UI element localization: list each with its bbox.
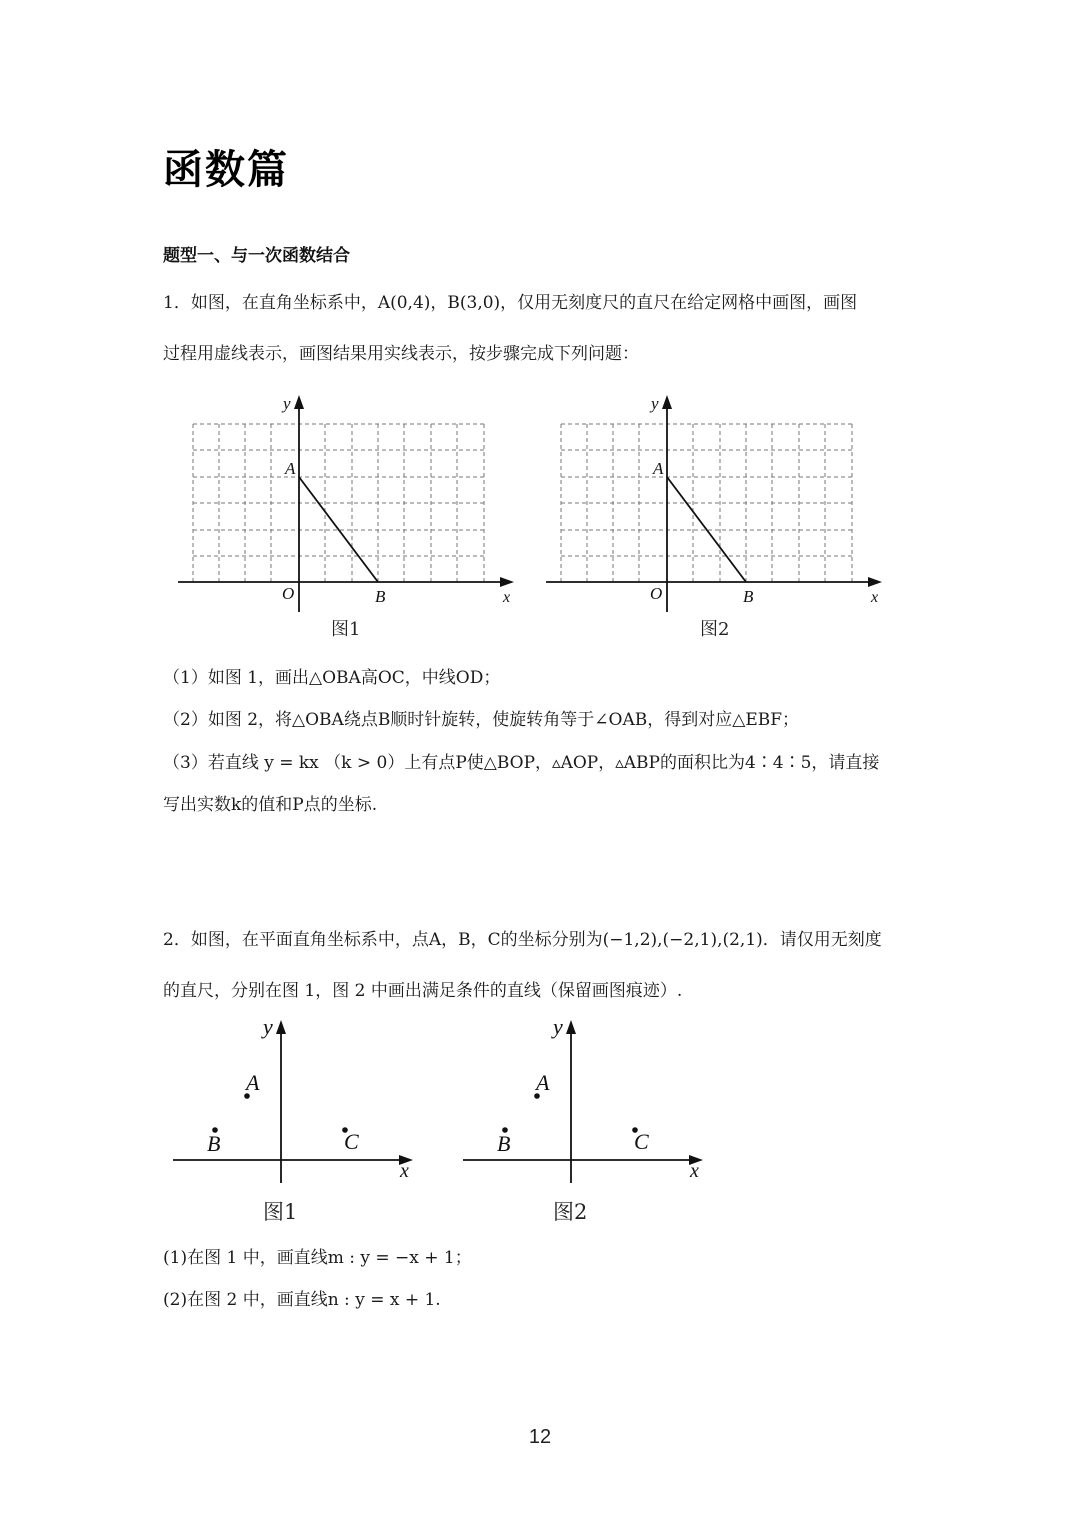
q1-fig1-point-b-label: B xyxy=(375,587,386,606)
q2-sub1: (1)在图 1 中，画直线m : y = −x + 1； xyxy=(163,1248,472,1268)
q1-fig2-origin-label: O xyxy=(650,584,663,603)
q2-fig1-y-arrow-icon xyxy=(276,1020,286,1034)
q2-stem-line1: 2．如图，在平面直角坐标系中，点A，B，C的坐标分别为(−1,2),(−2,1),(2,1)．请仅用无刻度 xyxy=(163,930,882,950)
q1-sub1: （1）如图 1，画出△OBA高OC，中线OD； xyxy=(163,668,501,688)
q1-fig2-point-b-label: B xyxy=(743,587,754,606)
q1-figure-1 xyxy=(170,390,520,640)
q2-fig1-y-label: y xyxy=(263,1014,273,1039)
q1-fig1-origin-label: O xyxy=(282,584,295,603)
q1-fig2-x-arrow-icon xyxy=(868,577,882,587)
q1-stem-line2: 过程用虚线表示，画图结果用实线表示，按步骤完成下列问题： xyxy=(163,344,639,364)
section-title: 题型一、与一次函数结合 xyxy=(163,246,350,266)
q1-figure-2 xyxy=(538,390,888,640)
q2-fig2-point-a-label: A xyxy=(536,1070,550,1095)
q2-fig1-point-c-label: C xyxy=(344,1129,359,1154)
q2-fig1-point-a-label: A xyxy=(246,1070,260,1095)
page-number: 12 xyxy=(528,1426,552,1448)
q2-fig2-y-arrow-icon xyxy=(566,1020,576,1034)
q2-stem-line2: 的直尺，分别在图 1，图 2 中画出满足条件的直线（保留画图痕迹）. xyxy=(163,981,683,1001)
q2-fig2-caption: 图2 xyxy=(553,1200,588,1224)
q2-fig1-x-label: x xyxy=(400,1160,409,1182)
q1-sub3-line2: 写出实数k的值和P点的坐标. xyxy=(163,795,378,815)
q2-figure-2 xyxy=(455,1008,725,1188)
q1-fig1-point-a-label: A xyxy=(285,459,296,478)
q1-sub3-line1: （3）若直线 y = kx （k > 0）上有点P使△BOP，▵AOP，▵ABP的面积比为4∶4∶5，请直接 xyxy=(163,753,880,773)
q2-fig2-x-label: x xyxy=(690,1160,699,1182)
q1-fig2-point-a-label: A xyxy=(653,459,664,478)
q1-fig1-x-label: x xyxy=(503,589,511,606)
q2-fig2-point-b-label: B xyxy=(497,1131,511,1156)
q1-stem-line1: 1．如图，在直角坐标系中，A(0,4)，B(3,0)，仅用无刻度尺的直尺在给定网格中画图，画图 xyxy=(163,293,858,313)
q1-fig2-x-label: x xyxy=(871,589,879,606)
q2-figure-1 xyxy=(165,1008,435,1188)
q2-fig2-point-c-label: C xyxy=(634,1129,649,1154)
q1-fig2-segment-ab xyxy=(667,477,746,582)
q1-fig2-grid xyxy=(561,424,852,582)
q1-fig1-caption: 图1 xyxy=(331,619,361,640)
q1-fig1-segment-ab xyxy=(299,477,378,582)
q1-fig2-y-label: y xyxy=(651,394,659,413)
page-title: 函数篇 xyxy=(163,147,289,193)
q1-sub2: （2）如图 2，将△OBA绕点B顺时针旋转，使旋转角等于∠OAB，得到对应△EBF； xyxy=(163,710,800,730)
q1-fig2-caption: 图2 xyxy=(700,619,730,640)
q2-sub2: (2)在图 2 中，画直线n : y = x + 1. xyxy=(163,1290,441,1310)
q1-fig1-y-label: y xyxy=(283,394,291,413)
q1-fig1-y-arrow-icon xyxy=(294,395,304,409)
q1-fig1-x-arrow-icon xyxy=(500,577,514,587)
q2-fig1-point-b-label: B xyxy=(207,1131,221,1156)
q1-fig2-y-arrow-icon xyxy=(662,395,672,409)
q2-fig1-caption: 图1 xyxy=(263,1200,298,1224)
q1-fig1-grid xyxy=(193,424,484,582)
q2-fig2-y-label: y xyxy=(553,1014,563,1039)
